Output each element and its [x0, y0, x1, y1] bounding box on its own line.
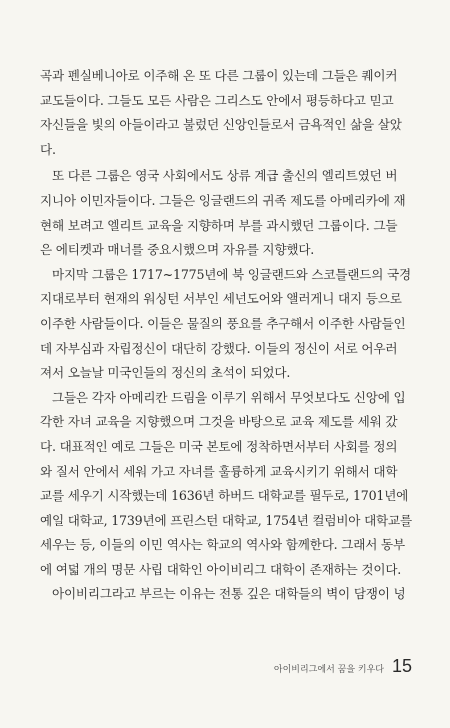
- text-line: 지대로부터 현재의 워싱턴 서부인 세넌도어와 앨러게니 대지 등으로: [40, 291, 402, 307]
- text-line: 곡과 펜실베니아로 이주해 온 또 다른 그룹이 있는데 그들은 퀘이커: [40, 68, 398, 83]
- text-line: 데 자부심과 자립정신이 대단히 강했다. 이들의 정신이 서로 어우러: [40, 340, 398, 356]
- text-line: 자신들을 빛의 아들이라고 불렀던 신앙인들로서 금욕적인 삶을 살았: [40, 117, 402, 133]
- text-line: 예일 대학교, 1739년에 프린스턴 대학교, 1754년 컬럼비아 대학교를: [40, 512, 412, 528]
- text-line: 세우는 등, 이들의 이민 역사는 학교의 역사와 함께한다. 그래서 동부: [40, 537, 405, 553]
- text-line: 에 여덟 개의 명문 사립 대학인 아이비리그 대학이 존재하는 것이다.: [40, 561, 402, 577]
- text-line: 와 질서 안에서 세워 가고 자녀를 훌륭하게 교육시키기 위해서 대학: [40, 463, 398, 479]
- text-line: 교를 세우기 시작했는데 1636년 하버드 대학교를 필두로, 1701년에: [40, 488, 409, 504]
- text-line: 다.: [40, 141, 56, 157]
- running-title: 아이비리그에서 꿈을 키우다: [273, 665, 384, 675]
- body-text: [40, 64, 412, 607]
- page-number: 15: [391, 656, 412, 676]
- text-line: 이주한 사람들이다. 이들은 물질의 풍요를 추구해서 이주한 사람들인: [40, 315, 406, 331]
- text-line: 또 다른 그룹은 영국 사회에서도 상류 계급 출신의 엘리트였던 버: [52, 168, 398, 184]
- text-line: 져서 오늘날 미국인들의 정신의 초석이 되었다.: [40, 365, 291, 381]
- text-line: 아이비리그라고 부르는 이유는 전통 깊은 대학들의 벽이 담쟁이 넝: [52, 586, 406, 602]
- text-line: 다. 대표적인 예로 그들은 미국 본토에 정착하면서부터 사회를 정의: [40, 438, 398, 454]
- text-line: 각한 자녀 교육을 지향했으며 그것을 바탕으로 교육 제도를 세워 갔: [40, 414, 398, 430]
- text-line: 지니아 이민자들이다. 그들은 잉글랜드의 귀족 제도를 아메리카에 재: [40, 192, 406, 208]
- page-footer: [274, 656, 412, 677]
- text-line: 마지막 그룹은 1717~1775년에 북 잉글랜드와 스코틀랜드의 국경: [52, 266, 411, 282]
- text-line: 현해 보려고 엘리트 교육을 지향하며 부를 과시했던 그룹이다. 그들: [40, 217, 398, 233]
- text-line: 은 에티켓과 매너를 중요시했으며 자유를 지향했다.: [40, 242, 315, 258]
- text-line: 그들은 각자 아메리칸 드림을 이루기 위해서 무엇보다도 신앙에 입: [52, 389, 406, 405]
- text-line: 교도들이다. 그들도 모든 사람은 그리스도 안에서 평등하다고 믿고: [40, 92, 394, 108]
